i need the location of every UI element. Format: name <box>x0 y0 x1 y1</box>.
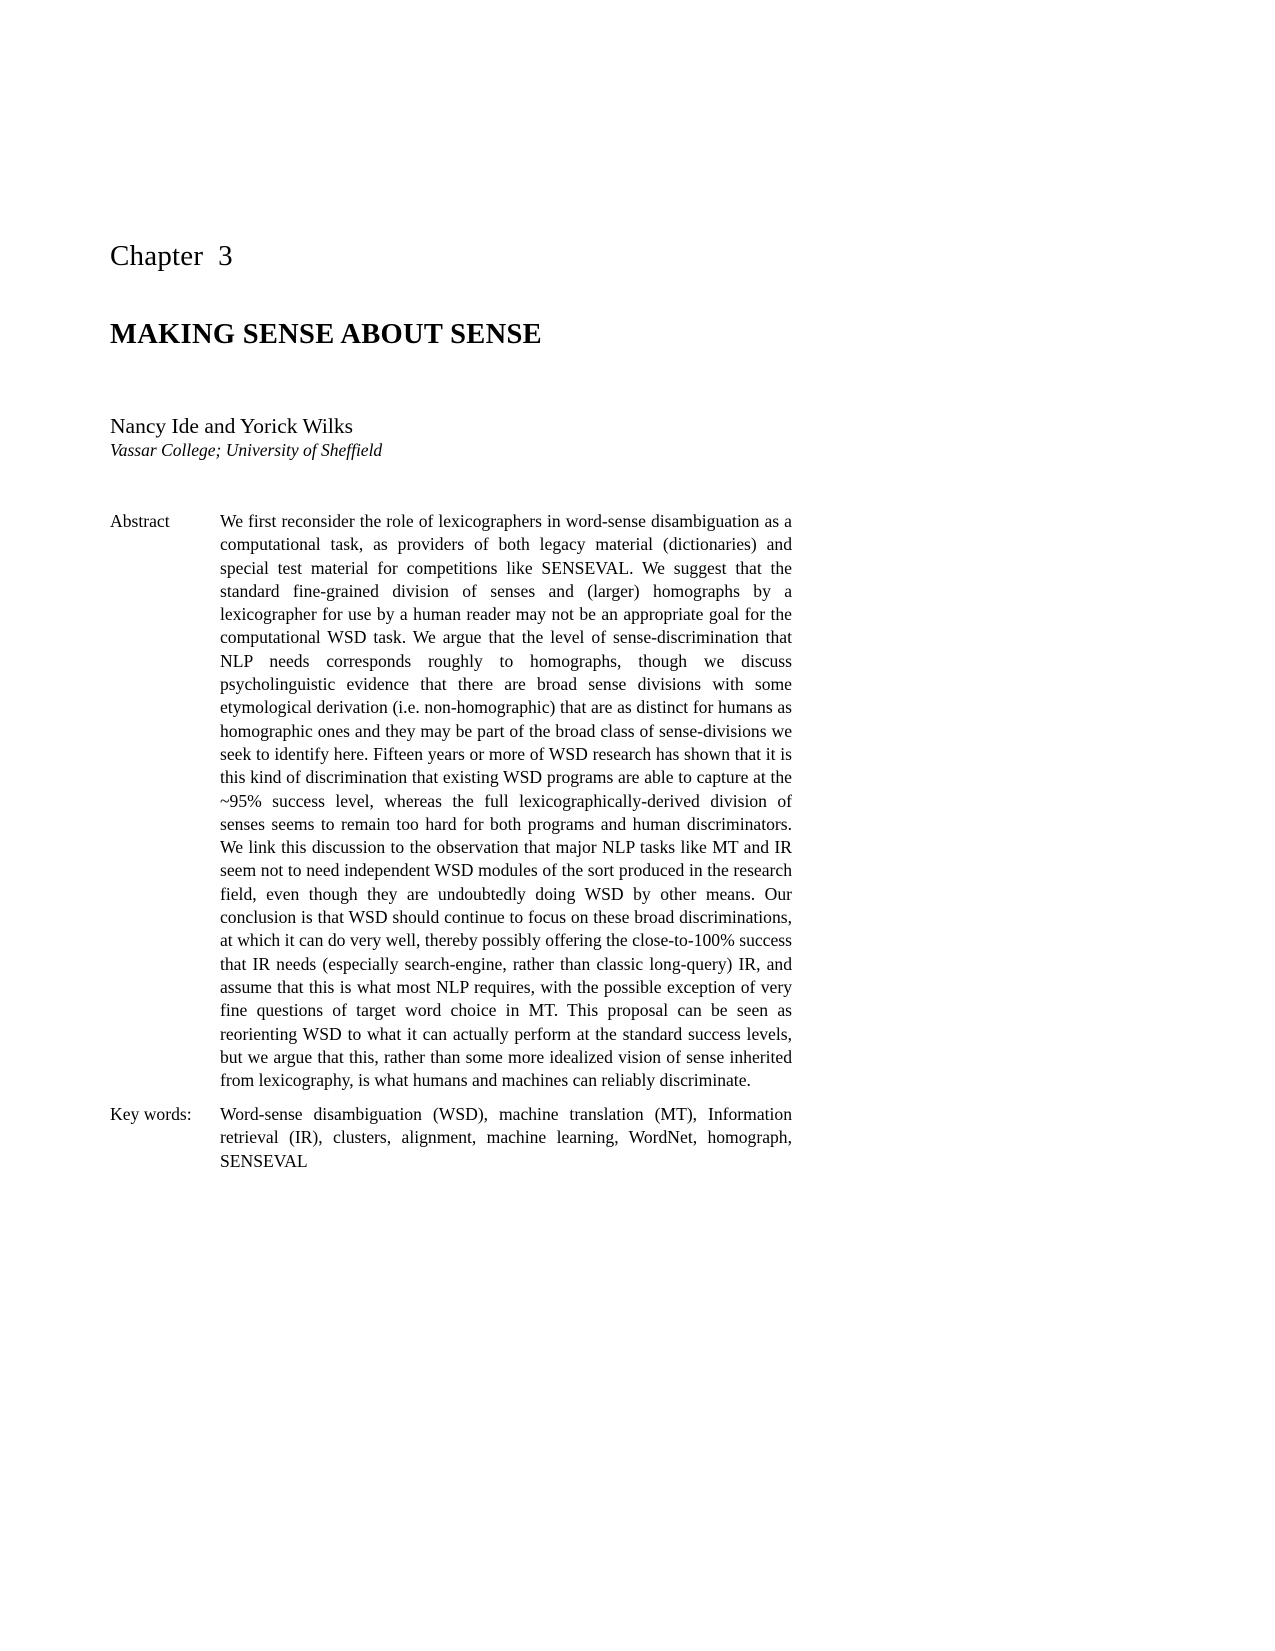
keywords-text: Word-sense disambiguation (WSD), machine translation (MT), Information retrieval (IR), clusters, alignment, machine learning, WordNet, homograph, SENSEVAL <box>220 1104 792 1171</box>
keywords-label: Key words: <box>110 1104 192 1124</box>
abstract-label: Abstract <box>110 511 170 531</box>
abstract-text: We first reconsider the role of lexicographers in word-sense disambiguation as a computational task, as providers of both legacy material (dictionaries) and special test material for competitions like SENSEVAL. We suggest that the standard fine-grained division of senses and (larger) homographs by a lexicographer for use by a human reader may not be an appropriate goal for the computational WSD task. We argue that the level of sense-discrimination that NLP needs corresponds roughly to homographs, though we discuss psycholinguistic evidence that there are broad sense divisions with some etymological derivation (i.e. non-homographic) that are as distinct for humans as homographic ones and they may be part of the broad class of sense-divisions we seek to identify here. Fifteen years or more of WSD research has shown that it is this kind of discrimination that existing WSD programs are able to capture at the ~95% success level, whereas the full lexicographically-derived division of senses seems to remain too hard for both programs and human discriminators. We link this discussion to the observation that major NLP tasks like MT and IR seem not to need independent WSD modules of the sort produced in the research field, even though they are undoubtedly doing WSD by other means. Our conclusion is that WSD should continue to focus on these broad discriminations, at which it can do very well, thereby possibly offering the close-to-100% success that IR needs (especially search-engine, rather than classic long-query) IR, and assume that this is what most NLP requires, with the possible exception of very fine questions of target word choice in MT. This proposal can be seen as reorienting WSD to what it can actually perform at the standard success levels, but we argue that this, rather than some more idealized vision of sense inherited from lexicography, is what humans and machines can reliably discriminate. <box>220 511 792 1091</box>
keywords-section <box>110 1103 792 1173</box>
abstract-section <box>110 510 792 1092</box>
author-affiliation: Vassar College; University of Sheffield <box>110 440 383 460</box>
author-names: Nancy Ide and Yorick Wilks <box>110 414 353 438</box>
chapter-number-line: Chapter 3 <box>110 240 233 272</box>
page-title: MAKING SENSE ABOUT SENSE <box>110 319 542 351</box>
